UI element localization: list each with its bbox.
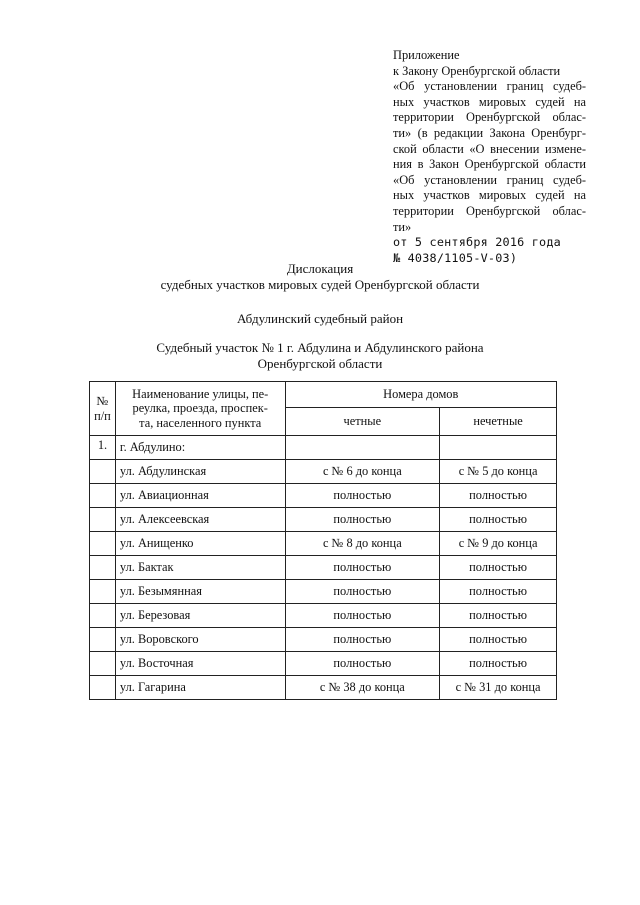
document-title-block: [0, 261, 640, 293]
cell-street: ул. Березовая: [115, 604, 285, 628]
appendix-line: Приложение: [393, 48, 460, 62]
header-num: [90, 382, 116, 436]
cell-even: полностью: [285, 556, 440, 580]
cell-num: [90, 508, 116, 532]
cell-odd: с № 9 до конца: [440, 532, 557, 556]
table-row: [90, 484, 557, 508]
cell-odd: полностью: [440, 484, 557, 508]
appendix-line: «Об установлении границ судеб-: [393, 79, 586, 94]
header-even: четные: [285, 408, 440, 436]
cell-num: 1.: [90, 436, 116, 460]
cell-odd: полностью: [440, 628, 557, 652]
appendix-line: ти»: [393, 219, 412, 234]
header-houses: Номера домов: [285, 382, 556, 408]
section-title-line1: Судебный участок № 1 г. Абдулина и Абдулинского района: [156, 340, 484, 355]
header-name-line: та, населенного пункта: [139, 415, 262, 430]
cell-even: полностью: [285, 628, 440, 652]
section-heading: [0, 340, 640, 372]
cell-even: с № 8 до конца: [285, 532, 440, 556]
cell-odd: полностью: [440, 604, 557, 628]
cell-street: ул. Безымянная: [115, 580, 285, 604]
cell-num: [90, 604, 116, 628]
table-row: [90, 556, 557, 580]
cell-num: [90, 580, 116, 604]
appendix-line: к Закону Оренбургской области: [393, 63, 561, 78]
cell-even: полностью: [285, 580, 440, 604]
table-row: [90, 676, 557, 700]
cell-street: ул. Восточная: [115, 652, 285, 676]
header-name-line: реулка, проезда, проспек-: [132, 401, 268, 416]
district-heading: [0, 311, 640, 327]
appendix-line: территории Оренбургской облас-: [393, 110, 586, 125]
cell-even: полностью: [285, 508, 440, 532]
table-row: [90, 460, 557, 484]
cell-street: ул. Бактак: [115, 556, 285, 580]
table-row: [90, 532, 557, 556]
table-row: [90, 604, 557, 628]
header-num-line: п/п: [94, 408, 111, 423]
cell-street: ул. Авиационная: [115, 484, 285, 508]
cell-num: [90, 460, 116, 484]
appendix-line: ных участков мировых судей на: [393, 94, 586, 109]
district-title: Абдулинский судебный район: [236, 311, 404, 326]
cell-odd: с № 31 до конца: [440, 676, 557, 700]
appendix-line: территории Оренбургской облас-: [393, 203, 586, 218]
table-row: [90, 508, 557, 532]
appendix-block: [393, 48, 586, 266]
appendix-date-stamp: от 5 сентября 2016 года: [393, 235, 561, 250]
cell-street: ул. Воровского: [115, 628, 285, 652]
cell-even: с № 6 до конца: [285, 460, 440, 484]
document-title: Дислокация: [286, 261, 354, 276]
document-subtitle: судебных участков мировых судей Оренбургской области: [160, 277, 480, 292]
cell-even: с № 38 до конца: [285, 676, 440, 700]
cell-num: [90, 532, 116, 556]
cell-even: [285, 436, 440, 460]
cell-street: ул. Анищенко: [115, 532, 285, 556]
appendix-number-stamp: № 4038/1105-V-03): [393, 250, 518, 265]
cell-num: [90, 652, 116, 676]
cell-num: [90, 628, 116, 652]
cell-street: ул. Алексеевская: [115, 508, 285, 532]
cell-odd: полностью: [440, 508, 557, 532]
table-row: [90, 436, 557, 460]
header-name-line: Наименование улицы, пе-: [132, 386, 269, 401]
cell-num: [90, 676, 116, 700]
appendix-line: ской области «О внесении измене-: [393, 141, 586, 156]
cell-street: ул. Гагарина: [115, 676, 285, 700]
cell-even: полностью: [285, 652, 440, 676]
cell-odd: полностью: [440, 580, 557, 604]
appendix-line: ния в Закон Оренбургской области: [393, 157, 586, 172]
cell-even: полностью: [285, 604, 440, 628]
appendix-line: ти» (в редакции Закона Оренбург-: [393, 125, 586, 140]
cell-odd: полностью: [440, 652, 557, 676]
cell-odd: [440, 436, 557, 460]
table-row: [90, 580, 557, 604]
header-odd: нечетные: [440, 408, 557, 436]
header-name: [115, 382, 285, 436]
appendix-line: «Об установлении границ судеб-: [393, 172, 586, 187]
appendix-line: ных участков мировых судей на: [393, 188, 586, 203]
addresses-table: [89, 381, 557, 700]
cell-even: полностью: [285, 484, 440, 508]
cell-odd: полностью: [440, 556, 557, 580]
cell-num: [90, 484, 116, 508]
cell-odd: с № 5 до конца: [440, 460, 557, 484]
section-title-line2: Оренбургской области: [257, 356, 383, 371]
cell-street: ул. Абдулинская: [115, 460, 285, 484]
header-num-line: №: [96, 394, 109, 408]
cell-num: [90, 556, 116, 580]
table-row: [90, 652, 557, 676]
cell-street: г. Абдулино:: [115, 436, 285, 460]
table-row: [90, 628, 557, 652]
